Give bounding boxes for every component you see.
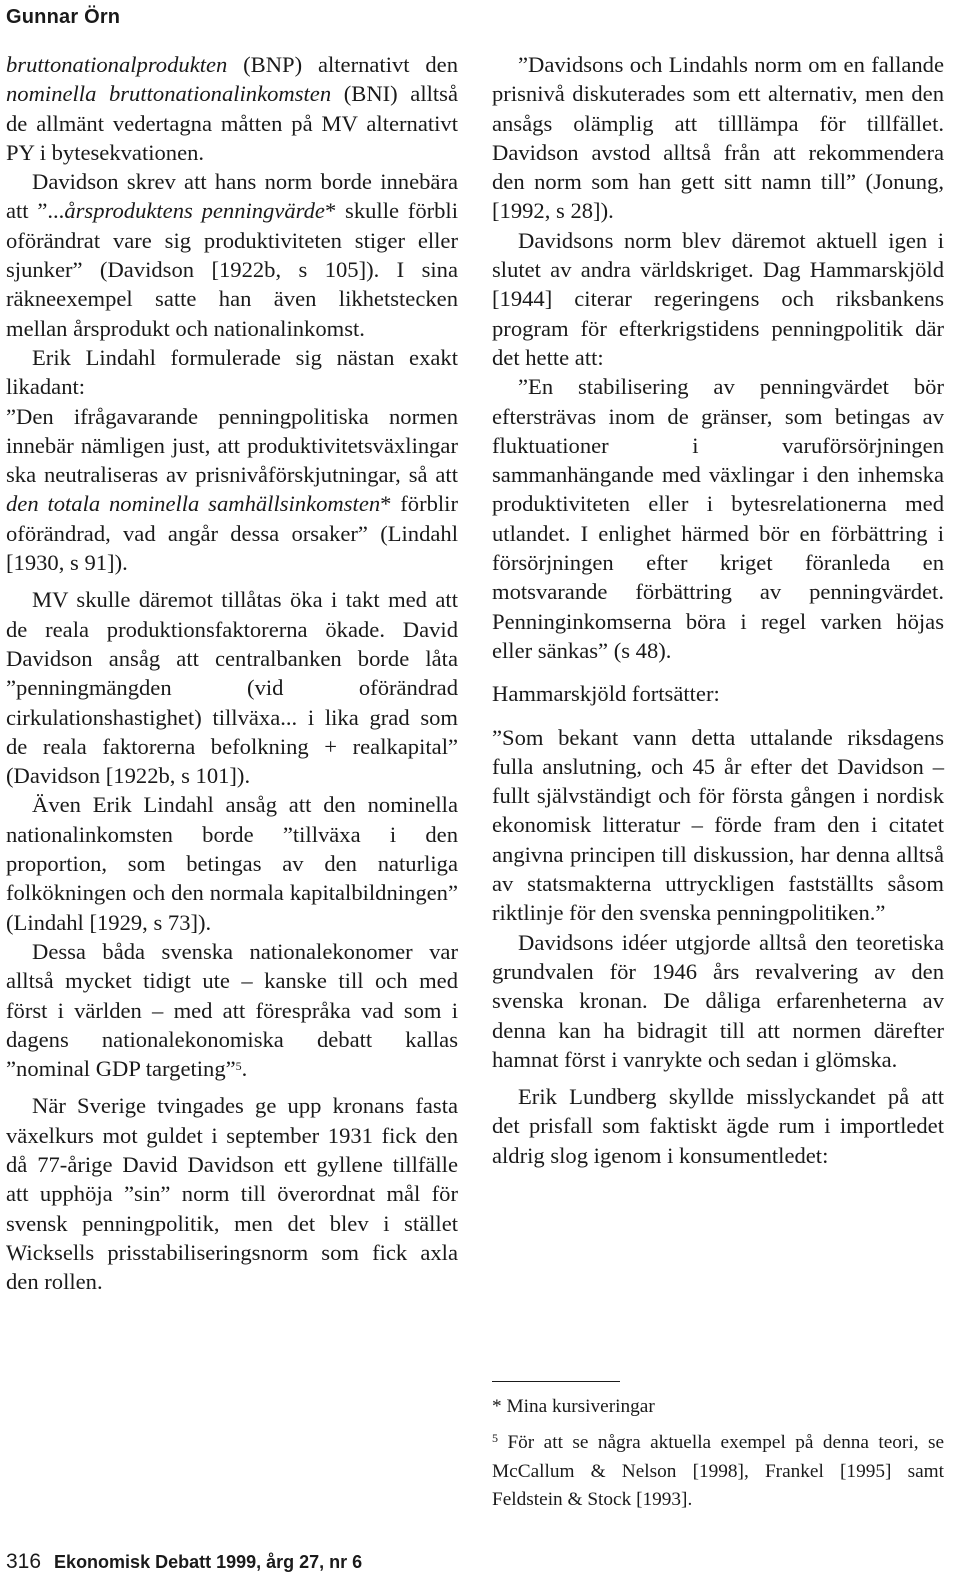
- paragraph: [6, 585, 458, 790]
- paragraph: [6, 167, 458, 343]
- paragraph: [6, 790, 458, 936]
- text-run: Även Erik Lindahl ansåg att den nominella nationalinkomsten borde ”tillväxa i den proportion, som betingas av den naturliga folkökningen och den normala kapitalbildningen” (Lindahl [1929, s 73]).: [6, 792, 458, 935]
- paragraph: [6, 343, 458, 402]
- footnote-divider: [492, 1381, 620, 1382]
- text-run: * skulle förbli oförändrat vare sig produktiviteten stiger eller sjunker” (Davidson [1922b, s 105]). I sina räkneexempel satte han även likhetstecken mellan årsprodukt och nationalinkomst.: [6, 198, 458, 341]
- paragraph: [6, 1091, 458, 1296]
- text-run: När Sverige tvingades ge upp kronans fasta växelkurs mot guldet i september 1931 fick den då 77-årige David Davidson ett gyllene tillfälle att upphöja ”sin” norm till överordnat mål för svensk penningpolitik, men det blev i stället Wicksells prisstabiliseringsnorm som fick axla den rollen.: [6, 1093, 458, 1295]
- text-run: ”Den ifrågavarande penningpolitiska normen innebär nämligen just, att produktivitetsväxlingar ska neutraliseras av prisnivåförskjutningar, så att: [6, 403, 458, 488]
- text-run: (BNP) alternativt den: [227, 52, 458, 77]
- paragraph: Davidsons idéer utgjorde alltså den teoretiska grundvalen för 1946 års revalvering av den svenska kronan. De dåliga erfarenheterna av denna kan ha bidragit till att normen därefter hamnat först i vanrykte och sedan i glömska.: [492, 929, 944, 1072]
- text-run: Erik Lindahl formulerade sig nästan exakt likadant:: [6, 344, 458, 400]
- left-column: [6, 50, 458, 1296]
- right-column: [492, 50, 944, 1170]
- running-head-author: Gunnar Örn: [6, 6, 121, 28]
- paragraph: [6, 50, 458, 167]
- page-footer: [6, 1550, 362, 1574]
- emphasis: bruttonationalprodukten: [6, 52, 228, 77]
- paragraph: Erik Lundberg skyllde misslyckandet på att det prisfall som faktiskt ägde rum i importledet aldrig slog igenom i konsumentledet:: [492, 1084, 944, 1168]
- text-run: * förblir oförändrad, vad angår dessa orsaker” (Lindahl [1930, s 91]).: [6, 491, 458, 576]
- emphasis: den totala nominella samhällsinkomsten: [6, 491, 381, 517]
- paragraph: Davidsons norm blev däremot aktuell igen i slutet av andra världskriget. Dag Hammarskjöld [1944] citerar regeringens och riksbankens program för efterkrigstidens penningpolitik där det hette att:: [492, 227, 944, 370]
- journal-citation: Ekonomisk Debatt 1999, årg 27, nr 6: [54, 1552, 363, 1572]
- emphasis: nominella bruttonationalinkomsten: [6, 81, 332, 107]
- text-run: Davidson skrev att hans norm borde innebära att ”...: [6, 169, 458, 224]
- footnotes: [492, 1393, 944, 1515]
- paragraph: [6, 937, 458, 1083]
- footnote-text: För att se några aktuella exempel på denna teori, se McCallum & Nelson [1998], Frankel [1995] samt Feldstein & Stock [1993].: [492, 1431, 944, 1511]
- block-quote: ”Davidsons och Lindahls norm om en fallande prisnivå diskuterades som ett alternativ, men den ansågs olämplig att tilllämpa för tillfället. Davidson avstod alltså från att rekommendera den norm som han gett sitt namn till” (Jonung, [1992, s 28]).: [492, 52, 944, 224]
- text-run: MV skulle däremot tillåtas öka i takt med att de reala produktionsfaktorerna ökade. David Davidson ansåg att centralbanken borde låta ”penningmängden (vid oförändrad cirkulationshastighet) tillväxa... i lika grad som de reala faktorerna befolkning + realkapital” (Davidson [1922b, s 101]).: [6, 587, 458, 789]
- text-run: .: [241, 1056, 248, 1082]
- text-run: (BNI) alltså de allmänt vedertagna måtten på MV alternativt PY i bytesekvationen.: [6, 81, 458, 165]
- footnote-5: [492, 1429, 944, 1515]
- page-number: 316: [6, 1550, 42, 1573]
- emphasis: årsproduktens penningvärde: [64, 198, 325, 224]
- footnote-star: * Mina kursiveringar: [492, 1396, 655, 1417]
- paragraph: Hammarskjöld fortsätter:: [492, 681, 720, 707]
- text-run: Dessa båda svenska nationalekonomer var alltså mycket tidigt ute – kanske till och med först i världen – med att förespråka vad som i dagens nationalekonomiska debatt kallas ”nominal GDP targeting”: [6, 938, 458, 1082]
- footnote-marker: 5: [492, 1430, 498, 1445]
- block-quote: ”Som bekant vann detta uttalande riksdagens fulla anslutning, och 45 år efter det Davidson – fullt självständigt och för första gången i nordisk ekonomisk litteratur – förde fram den i citatet angivna principen till diskussion, har denna alltså av statsmakterna uttryckligen fastställts såsom riktlinje för den svenska penningpolitiken.”: [492, 724, 944, 926]
- block-quote: ”En stabilisering av penningvärdet bör eftersträvas inom de gränser, som betingas av fluktuationer i varuförsörjningen sammanhängande med växlingar i den inhemska produktiviteten eller i bytesrelationerna med utlandet. I enlighet härmed bör en förbättring i försörjningen efter kriget föranleda en motsvarande förbättring av penningvärdet. Penninginkomserna böra i regel varken höjas eller sänkas” (s 48).: [492, 374, 944, 663]
- footnote-reference: 5: [235, 1059, 242, 1074]
- block-quote: [6, 402, 458, 578]
